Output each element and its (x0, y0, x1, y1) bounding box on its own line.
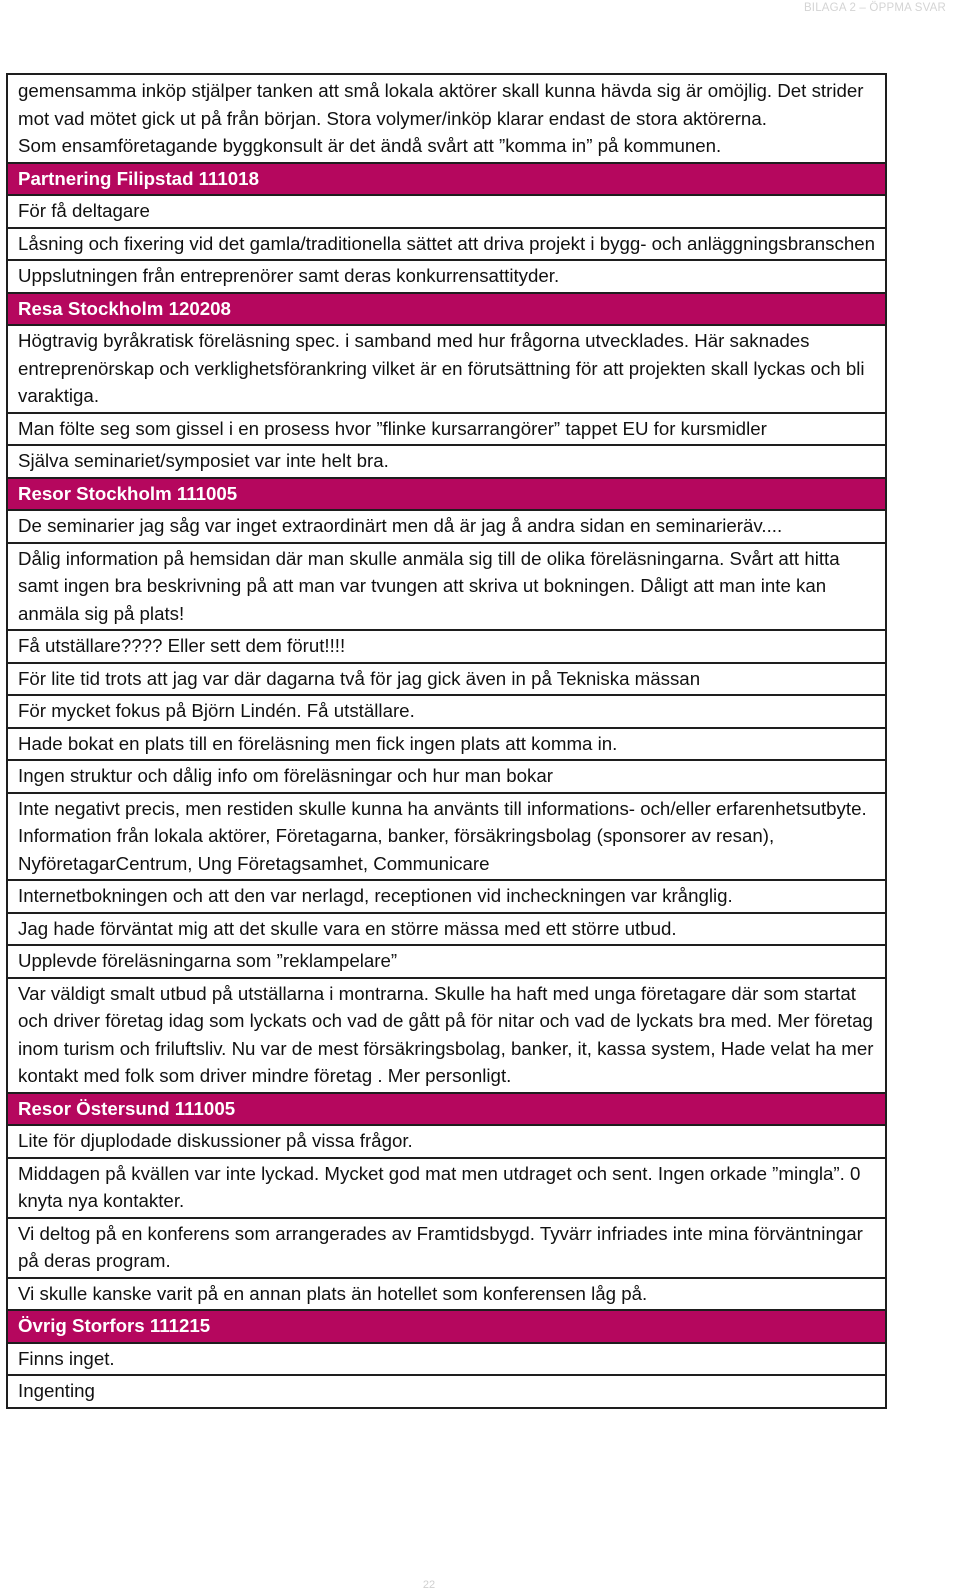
section-title: Resor Stockholm 111005 (18, 482, 238, 504)
response-text: För få deltagare (18, 200, 150, 221)
section-header-row (8, 292, 885, 325)
document-header-label: BILAGA 2 – ÖPPMA SVAR (803, 2, 946, 14)
response-text: Man fölte seg som gissel i en prosess hvor ”flinke kursarrangörer” tappet EU for kursmidler (18, 417, 767, 439)
response-row (8, 1374, 885, 1407)
response-row (8, 629, 885, 662)
response-row (8, 75, 885, 162)
response-text: Uppslutningen från entreprenörer samt deras konkurrensattityder. (18, 265, 560, 286)
response-text: Lite för djuplodade diskussioner på vissa frågor. (18, 1130, 413, 1151)
response-row (8, 694, 885, 727)
section-title: Partnering Filipstad 111018 (18, 167, 259, 189)
response-row (8, 1342, 885, 1375)
response-text: Inte negativt precis, men restiden skulle kunna ha använts till informations- och/eller erfarenhetsutbyte. Information från lokala aktörer, Företagarna, banker, försäkringsbolag (sponsorer av resan), NyföretagarCentrum, Ung Företagsamhet, Communicare (18, 797, 867, 874)
response-text: Internetbokningen och att den var nerlagd, receptionen vid incheckningen var krånglig. (18, 885, 733, 906)
response-text: Finns inget. (18, 1347, 115, 1369)
response-row (8, 944, 885, 977)
response-row (8, 324, 885, 412)
response-row (8, 259, 885, 292)
response-text: Dålig information på hemsidan där man skulle anmäla sig till de olika föreläsningarna. Svårt att hitta samt ingen bra beskrivning på att man var tvungen att skriva ut bokningen. Dåligt att man inte kan anmäla sig på plats! (18, 547, 840, 624)
response-row (8, 912, 885, 945)
response-text: Middagen på kvällen var inte lyckad. Mycket god mat men utdraget och sent. Ingen orkade ”mingla”. 0 knyta nya kontakter. (18, 1162, 861, 1211)
response-text: Ingen struktur och dålig info om föreläsningar och hur man bokar (18, 765, 553, 786)
response-text: Var väldigt smalt utbud på utställarna i montrarna. Skulle ha haft med unga företagare där som startat och driver företag idag som lyckats och vad de gått på för nitar och vad de lyckats bra med. Mer företag inom turism och friluftsliv. Nu var de mest försäkringsbolag, banker, it, kassa system, Hade velat ha mer kontakt med folk som driver mindre företag . Mer personligt. (18, 982, 874, 1086)
section-header-row (8, 477, 885, 510)
response-row (8, 879, 885, 912)
response-row (8, 759, 885, 792)
page-number: 22 (422, 1579, 436, 1591)
section-title: Resa Stockholm 120208 (18, 297, 231, 319)
response-row (8, 977, 885, 1092)
response-row (8, 1217, 885, 1277)
response-text: Själva seminariet/symposiet var inte helt bra. (18, 450, 389, 471)
response-text: För lite tid trots att jag var där dagarna två för jag gick även in på Tekniska mässan (18, 667, 701, 689)
response-row (8, 727, 885, 760)
response-row (8, 1124, 885, 1157)
response-text: Vi deltog på en konferens som arrangerades av Framtidsbygd. Tyvärr infriades inte mina förväntningar på deras program. (18, 1222, 863, 1271)
response-text: För mycket fokus på Björn Lindén. Få utställare. (18, 700, 415, 721)
response-text: Högtravig byråkratisk föreläsning spec. i samband med hur frågorna utvecklades. Här saknades entreprenörskap och verklighetsförankring vilket är en förutsättning för att projekten skall lyckas och bli varaktiga. (18, 330, 865, 406)
response-text: gemensamma inköp stjälper tanken att små lokala aktörer skall kunna hävda sig är omöjlig. Det strider mot vad mötet gick ut på från början. Stora volymer/inköp klarar endast de stora aktörerna. Som ensamföretagande byggkonsult är det ändå svårt att ”komma in” på kommunen. (18, 80, 864, 156)
response-row (8, 509, 885, 542)
response-text: Låsning och fixering vid det gamla/traditionella sättet att driva projekt i bygg- och anläggningsbranschen (18, 232, 876, 254)
response-row (8, 412, 885, 445)
response-row (8, 792, 885, 880)
response-text: Ingenting (18, 1380, 95, 1401)
response-text: Hade bokat en plats till en föreläsning men fick ingen plats att komma in. (18, 732, 618, 754)
section-title: Övrig Storfors 111215 (18, 1315, 211, 1336)
section-title: Resor Östersund 111005 (18, 1097, 236, 1119)
response-text: Jag hade förväntat mig att det skulle vara en större mässa med ett större utbud. (18, 917, 677, 939)
response-text: De seminarier jag såg var inget extraordinärt men då är jag å andra sidan en seminarieräv.... (18, 515, 783, 536)
response-text: Vi skulle kanske varit på en annan plats än hotellet som konferensen låg på. (18, 1282, 648, 1304)
response-row (8, 1157, 885, 1217)
response-row (8, 227, 885, 260)
open-responses-table (6, 73, 887, 1409)
section-header-row (8, 1309, 885, 1342)
response-text: Upplevde föreläsningarna som ”reklampelare” (18, 950, 398, 971)
response-row (8, 662, 885, 695)
response-text: Få utställare???? Eller sett dem förut!!!! (18, 635, 346, 656)
response-row (8, 444, 885, 477)
section-header-row (8, 162, 885, 195)
section-header-row (8, 1092, 885, 1125)
response-row (8, 1277, 885, 1310)
response-row (8, 542, 885, 630)
response-row (8, 194, 885, 227)
